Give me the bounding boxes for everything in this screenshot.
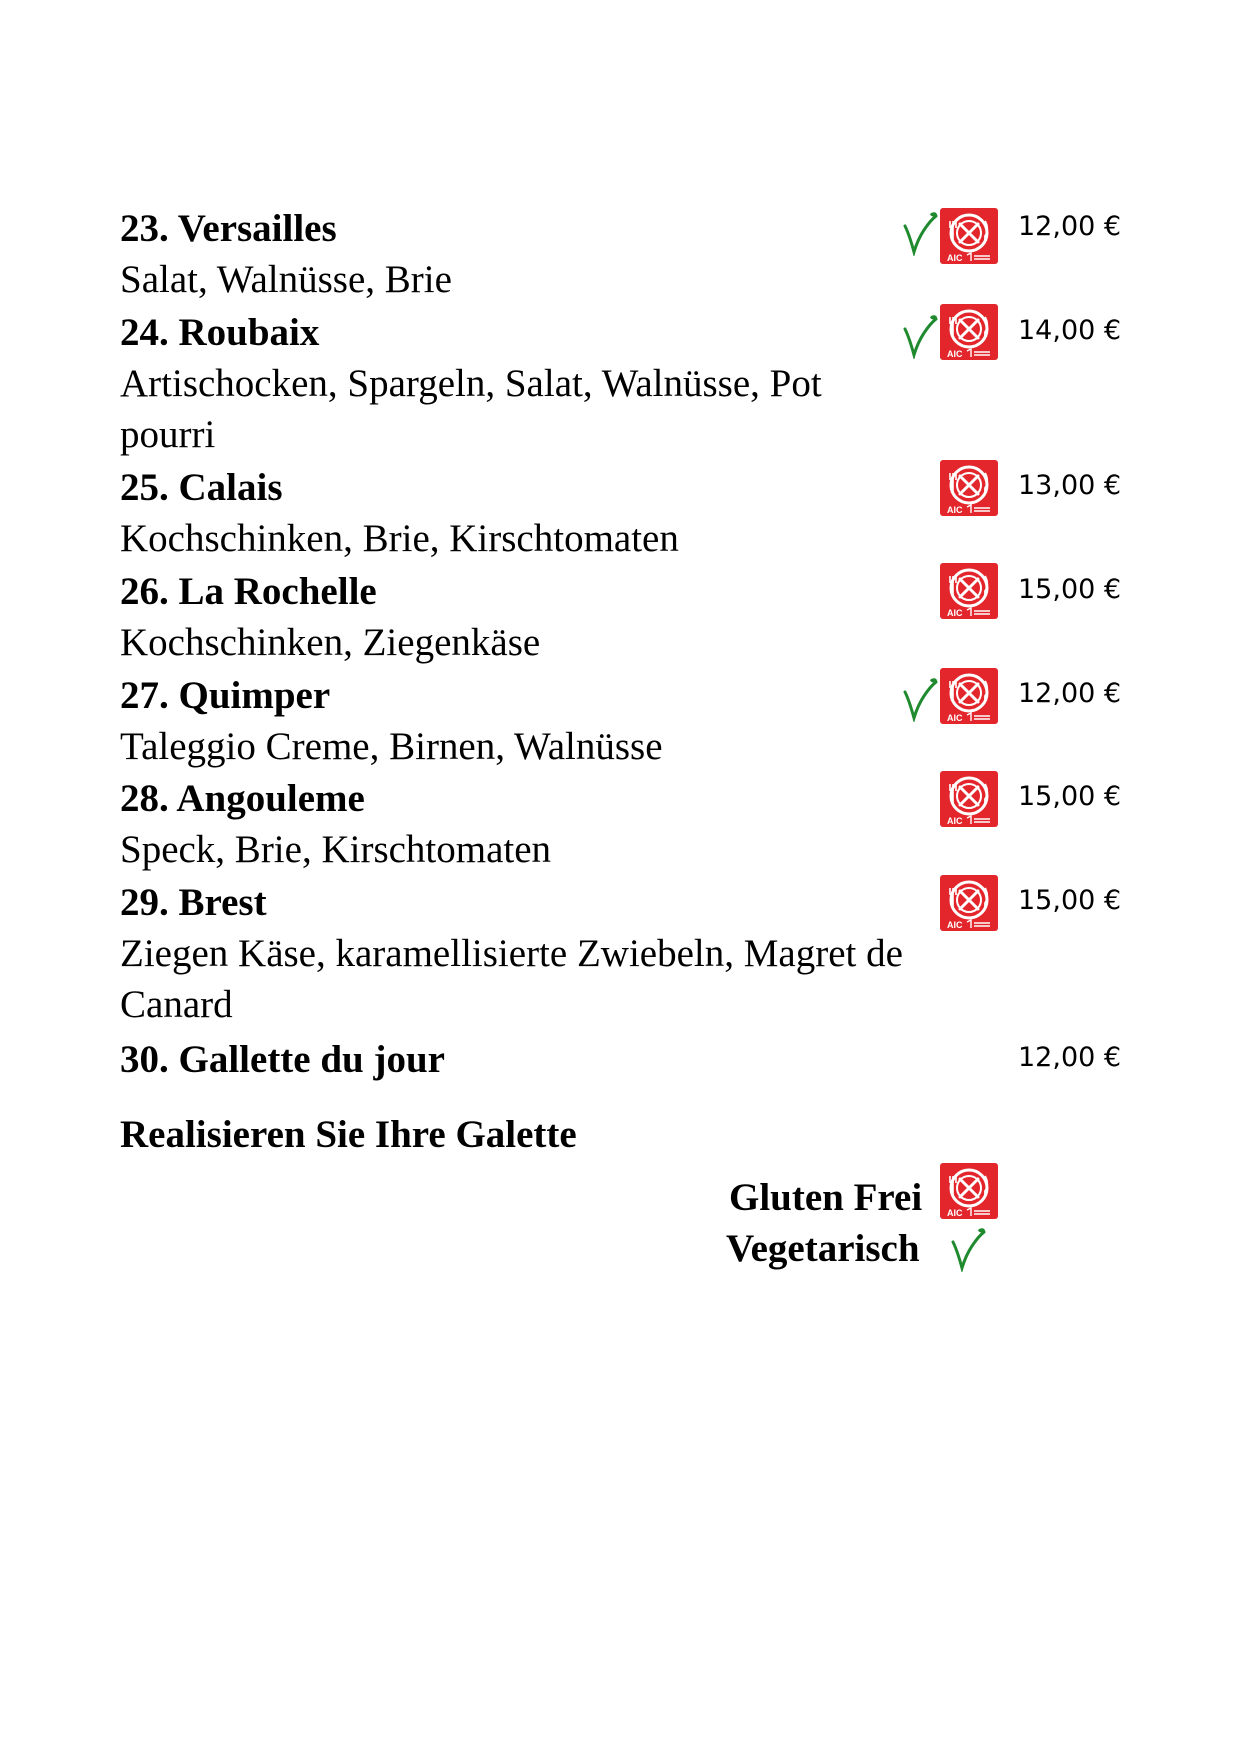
menu-item-description: Salat, Walnüsse, Brie <box>120 258 452 301</box>
menu-item-title: 26. La Rochelle <box>120 570 377 613</box>
vegetarian-legend-label: Vegetarisch <box>726 1227 920 1270</box>
gluten-free-icon <box>940 875 998 931</box>
svg-text:AIC: AIC <box>947 349 963 359</box>
menu-item-price: 14,00 € <box>1018 315 1122 346</box>
menu-item-price: 12,00 € <box>1018 1042 1122 1073</box>
menu-item-title: 25. Calais <box>120 466 283 509</box>
gluten-free-icon <box>940 771 998 827</box>
menu-item-title: 23. Versailles <box>120 207 337 250</box>
menu-item-price: 15,00 € <box>1018 781 1122 812</box>
svg-text:AIC: AIC <box>947 253 963 263</box>
menu-item-title: 27. Quimper <box>120 674 331 717</box>
menu-item-description: Taleggio Creme, Birnen, Walnüsse <box>120 725 663 768</box>
svg-text:AIC: AIC <box>947 505 963 515</box>
menu-item-price: 13,00 € <box>1018 470 1122 501</box>
gluten-free-icon <box>940 460 998 516</box>
menu-item-description: Artischocken, Spargeln, Salat, Walnüsse, Pot pourri <box>120 362 822 456</box>
svg-text:AIC: AIC <box>947 816 963 826</box>
gluten-free-icon <box>940 563 998 619</box>
svg-text:AIC: AIC <box>947 713 963 723</box>
menu-item-price: 12,00 € <box>1018 211 1122 242</box>
custom-galette-heading: Realisieren Sie Ihre Galette <box>120 1113 577 1156</box>
gluten-free-icon <box>940 668 998 724</box>
menu-item-description: Speck, Brie, Kirschtomaten <box>120 828 552 871</box>
menu-item-title: 28. Angouleme <box>120 777 365 820</box>
vegetarian-check-icon <box>902 210 938 256</box>
gluten-free-icon <box>940 208 998 264</box>
svg-text:AIC: AIC <box>947 608 963 618</box>
menu-item <box>120 1035 1120 1085</box>
menu-item-description: Kochschinken, Brie, Kirschtomaten <box>120 517 679 560</box>
svg-text:AIC: AIC <box>947 1208 963 1218</box>
menu-item-title: 29. Brest <box>120 881 267 924</box>
menu-item-price: 15,00 € <box>1018 885 1122 916</box>
gluten-free-icon <box>940 1163 998 1219</box>
vegetarian-check-icon <box>902 313 938 359</box>
gluten-free-legend-label: Gluten Frei <box>729 1176 923 1219</box>
menu-item-price: 12,00 € <box>1018 678 1122 709</box>
menu-item-title: 30. Gallette du jour <box>120 1038 445 1081</box>
menu-item-description: Kochschinken, Ziegenkäse <box>120 621 541 664</box>
menu-item-title: 24. Roubaix <box>120 311 320 354</box>
svg-text:AIC: AIC <box>947 920 963 930</box>
vegetarian-check-icon <box>902 676 938 722</box>
gluten-free-icon <box>940 304 998 360</box>
menu-item-description: Ziegen Käse, karamellisierte Zwiebeln, Magret de Canard <box>120 932 903 1026</box>
vegetarian-check-icon <box>950 1226 986 1272</box>
menu-item-price: 15,00 € <box>1018 574 1122 605</box>
